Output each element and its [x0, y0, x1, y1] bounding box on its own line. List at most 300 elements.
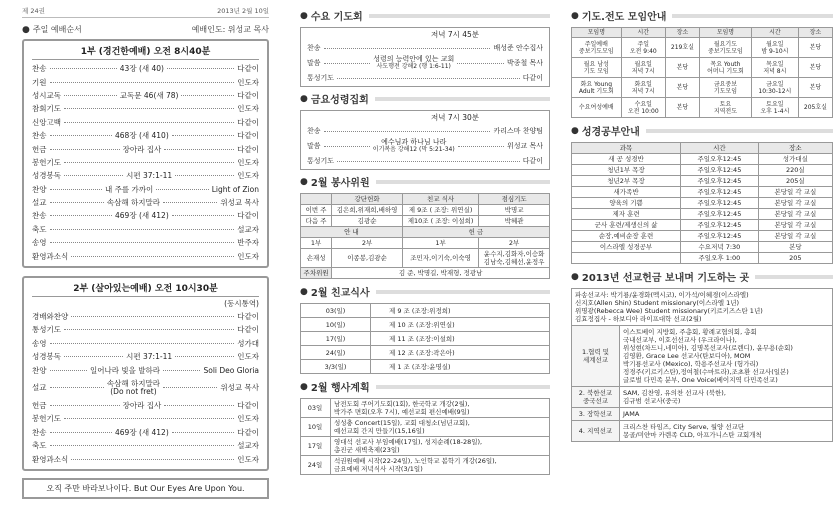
leader-dots	[50, 135, 113, 136]
order-item: 통성기도	[32, 325, 61, 335]
missions-table	[571, 288, 833, 442]
table-cell: 수요저녁 7:30	[681, 242, 759, 253]
table-cell: 본당일 각 교실	[758, 198, 832, 209]
table-cell: 10일	[301, 418, 331, 437]
table-row	[572, 143, 833, 154]
table-cell: 본당일 각 교실	[758, 187, 832, 198]
table-row	[572, 326, 833, 387]
bullet-icon: ●	[300, 176, 308, 187]
order-leader: 배성준 안수집사	[493, 44, 543, 52]
table-cell: 주일오후 1:00	[681, 253, 759, 264]
study-title: 성경공부안내	[581, 127, 640, 138]
order-leader: 다같이	[237, 312, 259, 322]
leader-dots	[64, 108, 234, 109]
order-item: 송영	[32, 338, 47, 348]
table-cell: 220실	[758, 165, 832, 176]
table-cell: 본당	[665, 78, 699, 98]
table-cell: 토요일 오후 1-4시	[751, 98, 798, 118]
table-cell: 월요 남성 기도 모임	[572, 58, 622, 78]
table-cell: 성가대실	[758, 154, 832, 165]
order-item: 찬송	[307, 44, 321, 52]
table-row	[301, 346, 550, 360]
fri-box	[300, 110, 550, 170]
leader-dots	[71, 256, 234, 257]
order-content: 내 주를 가까이	[104, 184, 154, 194]
table-header: 친교 식사	[402, 194, 478, 205]
table-header: 헌 금	[402, 227, 549, 238]
leader-dots	[175, 175, 234, 176]
right-column	[563, 0, 833, 507]
table-header: 장소	[665, 28, 699, 38]
missions-title: 2013년 선교헌금 보내며 기도하는 곳	[581, 273, 750, 284]
fellow-heading	[300, 284, 550, 299]
table-cell: 제 9조 ( 조장: 위연실)	[402, 205, 478, 216]
order-leader: 다같이	[237, 211, 259, 221]
missions-heading	[571, 269, 833, 284]
leader-dots	[64, 356, 123, 357]
order-item: 성시교독	[32, 90, 61, 100]
serve-heading	[300, 174, 550, 189]
leader-dots	[457, 63, 504, 64]
table-cell: 금요중보 기도모임	[699, 78, 751, 98]
order-content: 469장 (새 412)	[115, 211, 169, 221]
order-item: 헌금	[32, 144, 47, 154]
order-leader: Soli Deo Gloria	[203, 365, 259, 375]
table-row	[301, 249, 550, 268]
order-row	[32, 62, 259, 75]
order-content: 시편 37:1-11	[126, 352, 173, 362]
table-cell: 제 11 조 (조장:이설희)	[371, 332, 550, 346]
table-row	[572, 220, 833, 231]
bullet-icon: ●	[571, 125, 579, 136]
table-cell: 2부	[479, 238, 550, 249]
order-leader: 위성교 목사	[220, 198, 259, 208]
table-header: 장소	[758, 143, 832, 154]
order-row	[32, 452, 259, 465]
order-item: 통성기도	[307, 157, 335, 165]
table-row	[572, 387, 833, 408]
order-row	[307, 155, 543, 167]
order-leader: 위성교 목사	[220, 383, 259, 393]
service1-rows	[32, 62, 259, 263]
order-row	[32, 102, 259, 115]
table-cell: 월요일 저녁 7시	[621, 58, 665, 78]
table-row	[301, 194, 550, 205]
events-table	[300, 398, 550, 475]
bullet-icon: ●	[300, 93, 308, 104]
order-leader: 반주자	[237, 238, 259, 248]
order-item: 찬송	[32, 64, 47, 74]
order-row	[32, 116, 259, 129]
order-content: 교독문 46(새 78)	[119, 90, 179, 100]
table-row	[572, 187, 833, 198]
events-heading	[300, 379, 550, 394]
table-cell: 다음 주	[301, 216, 332, 227]
order-item: 찬송	[32, 427, 47, 437]
leader-dots	[164, 405, 234, 406]
order-row	[32, 249, 259, 262]
table-cell: 본당일 각 교실	[758, 220, 832, 231]
leader-dots	[50, 370, 88, 371]
service1-box	[22, 39, 269, 268]
scripture-ref: 이기복음 강해12 (막 5:21-34)	[372, 146, 455, 153]
table-cell: 10(일)	[301, 318, 371, 332]
table-cell: 손재성	[301, 249, 332, 268]
table-cell: 주일오후12:45	[681, 154, 759, 165]
order-row	[32, 337, 259, 350]
table-row	[572, 176, 833, 187]
table-row	[301, 304, 550, 318]
table-cell: 월요기도 중보기도모임	[699, 38, 751, 58]
table-row	[572, 154, 833, 165]
divider	[375, 97, 550, 101]
table-row	[301, 227, 550, 238]
order-leader: 성가대	[237, 338, 259, 348]
footer-motto: 오직 주만 바라보나이다. But Our Eyes Are Upon You.	[22, 478, 269, 499]
table-cell: 화요 Young Adult 기도회	[572, 78, 622, 98]
serve-table	[300, 193, 550, 279]
order-item: 설교	[32, 383, 47, 393]
table-header: 장소	[798, 28, 832, 38]
order-leader: 다같이	[522, 157, 543, 165]
order-row	[32, 89, 259, 102]
leader-dots	[458, 146, 504, 147]
order-item: 찬송	[307, 127, 321, 135]
table-cell: 이번 주	[301, 205, 332, 216]
table-row	[301, 360, 550, 374]
table-cell: 새가족반	[572, 187, 681, 198]
table-header	[301, 194, 332, 205]
leader-dots	[50, 229, 235, 230]
table-cell: 김광순	[332, 216, 403, 227]
table-cell: 주일오후12:45	[681, 220, 759, 231]
table-cell: 수요일 오전 10:00	[621, 98, 665, 118]
order-leader: 다같이	[237, 64, 260, 74]
wed-title: 수요 기도회	[310, 12, 363, 23]
order-row	[32, 236, 259, 249]
order-row	[307, 72, 543, 84]
divider	[376, 385, 550, 389]
worship-heading	[22, 24, 269, 35]
table-cell: 남전도회 쿠어기도회(1회), 한국학교 개강(2월), 박가주 면회(오후 7시), 예선교회 편신예배(9일)	[331, 399, 550, 418]
fellow-title: 2월 친교식사	[310, 288, 370, 299]
leader-dots	[175, 356, 234, 357]
order-row	[32, 377, 259, 399]
service2-title: 2부 (살아있는예배) 오전 10시30분	[32, 281, 259, 297]
order-row	[32, 169, 259, 182]
table-cell: 월요일 밤 9-10시	[751, 38, 798, 58]
table-row	[301, 437, 550, 456]
order-item: 축도	[32, 441, 47, 451]
study-table	[571, 142, 833, 264]
leader-dots	[337, 78, 520, 79]
order-row	[32, 223, 259, 236]
leader-dots	[324, 146, 370, 147]
divider	[369, 14, 550, 18]
table-cell: 주일오후12:45	[681, 187, 759, 198]
order-item: 신앙고백	[32, 117, 61, 127]
bullet-icon: ●	[300, 10, 308, 21]
table-cell: 제 10 조 (조장:위연실)	[371, 318, 550, 332]
order-content: 장아라 집사	[122, 401, 162, 410]
table-cell: 3/3(일)	[301, 360, 371, 374]
table-cell: 본당	[665, 98, 699, 118]
table-cell: 윤수지,김화자,이승화 김남숙,김혜선,윤정우	[479, 249, 550, 268]
table-cell: 조민자,이기숙,이숙영	[402, 249, 478, 268]
table-cell: 화요일 저녁 7시	[621, 78, 665, 98]
table-cell: 24(일)	[301, 346, 371, 360]
service2-box	[22, 276, 269, 471]
order-row	[32, 350, 259, 363]
table-cell: 제 1 조 (조장:윤명실)	[371, 360, 550, 374]
order-leader: 인도자	[237, 454, 259, 464]
groups-table	[571, 27, 833, 118]
leader-dots	[50, 387, 104, 388]
study-heading	[571, 123, 833, 138]
table-row	[572, 421, 833, 442]
order-leader: Light of Zion	[211, 184, 259, 194]
table-cell: 이스트베이 지방회, 주총회, 황례교협의회, 총회 국내선교부, 이호선선교사 (우크라이나), 위성현(차드니,네미아), 김명복선교사(로렌디), 윤무용(순회) 김영환, Grace Lee 선교사(탄보디아), MOM 박기룡선교사 (Mexico), 학용주선교사 (헝가리) 정경주(키르키스탄),정여철(수마트라),조초환 선교사(일본) 글로벌 다민족 분부, One Voice(베이지역 다민족선교)	[620, 326, 833, 387]
wed-heading	[300, 8, 550, 23]
order-leader: 인도자	[237, 157, 259, 167]
order-row	[32, 439, 259, 452]
table-cell: 파송선교사: 박기룡/윤경화(멕시코), 이가석/이혜경(이스라엘) 신지호(Allen Shin) Student missionary(이스라엘 1년) 위명광(Rebecca Wee) Student missionary(키르키즈스탄 1년) 김효정집사 - 하보디아 라이프대학 선교(2월)	[572, 289, 833, 326]
order-item: 봉헌기도	[32, 157, 61, 167]
order-leader: 다같이	[237, 90, 260, 100]
table-cell: 205	[758, 253, 832, 264]
table-row	[572, 209, 833, 220]
table-row	[572, 165, 833, 176]
table-cell: 본당일 각 교실	[758, 209, 832, 220]
table-header: 주차위원	[301, 268, 332, 279]
table-cell: 주일오후12:45	[681, 198, 759, 209]
table-cell: JAMA	[620, 408, 833, 421]
order-item: 환영과소식	[32, 251, 69, 261]
order-content: 43장 (새 40)	[119, 64, 164, 74]
order-item: 참회기도	[32, 104, 61, 114]
order-row	[307, 125, 543, 137]
date-label: 2013년 2월 10일	[217, 7, 269, 15]
table-cell: 김은희,위재희,배하영	[332, 205, 403, 216]
order-row	[32, 75, 259, 88]
table-cell: 1부	[301, 238, 332, 249]
service2-rows	[32, 310, 259, 466]
order-content: 속삼해 하지말라 (Do not fret)	[106, 378, 160, 396]
table-row	[301, 418, 550, 437]
table-cell: 제10조 ( 조장: 이설희)	[402, 216, 478, 227]
table-cell: 205호실	[798, 98, 832, 118]
table-cell: 03(일)	[301, 304, 371, 318]
leader-dots	[172, 135, 235, 136]
volume-label: 제 24권	[22, 7, 45, 15]
worship-title: 주일 예배순서	[32, 25, 82, 34]
order-leader: 다같이	[237, 427, 259, 437]
order-leader: 박종철 목사	[506, 59, 544, 67]
table-cell: SAM, 김찬영, 유의찬 선교사 (북한), 김규범 선교사(중국)	[620, 387, 833, 408]
order-leader: 다같이	[237, 401, 260, 410]
order-content: 시편 37:1-11	[126, 171, 173, 181]
wed-time: 저녁 7시 45분	[430, 30, 480, 39]
table-cell: 주일오후12:45	[681, 176, 759, 187]
events-title: 2월 행사계획	[310, 383, 370, 394]
leader-dots	[50, 432, 113, 433]
leader-dots	[164, 149, 234, 150]
table-row	[301, 332, 550, 346]
fri-time: 저녁 7시 30분	[430, 113, 480, 122]
bullet-icon: ●	[300, 381, 308, 392]
table-cell: 24일	[301, 456, 331, 475]
table-row	[572, 408, 833, 421]
table-cell: 주일오후12:45	[681, 231, 759, 242]
order-leader: 다같이	[237, 144, 260, 154]
leader-dots	[71, 316, 234, 317]
order-row	[307, 54, 543, 72]
table-cell: 성성충 Concert(15일), 교회 대청소(넘년교회), 예선교회 간지 만들기(15,16일)	[331, 418, 550, 437]
order-item: 통성기도	[307, 74, 335, 82]
order-content: 468장 (새 410)	[115, 131, 169, 141]
table-cell: 토요 지역전도	[699, 98, 751, 118]
table-header: 점심기도	[479, 194, 550, 205]
table-row	[572, 78, 833, 98]
order-row	[32, 156, 259, 169]
leader-dots	[167, 68, 234, 69]
order-leader: 인도자	[237, 77, 259, 87]
table-cell: 1부	[402, 238, 478, 249]
bullet-icon: ●	[300, 286, 308, 297]
table-row	[572, 242, 833, 253]
message-title: 성령의 능력안에 있는 교회	[373, 55, 455, 63]
table-cell: 03일	[301, 399, 331, 418]
scripture-ref: 사도행전 강해2 (행 1:6-11)	[376, 63, 451, 70]
table-cell: 제 9 조 (조장:위정희)	[371, 304, 550, 318]
serve-title: 2월 봉사위원	[310, 178, 370, 189]
table-cell: 주일예배 중보기도모임	[572, 38, 622, 58]
order-leader: 위성교 목사	[506, 142, 543, 150]
table-cell: 영대석 선교사 부임예배(17일), 성지순례(18-28일), 총진군 새벽축제(23일)	[331, 437, 550, 456]
fellow-table	[300, 303, 550, 374]
leader-dots	[64, 162, 234, 163]
table-header: 시간	[681, 143, 759, 154]
table-row	[572, 38, 833, 58]
wed-rows	[307, 42, 543, 84]
order-leader: 인도자	[237, 104, 259, 114]
order-item: 성경봉독	[32, 352, 61, 362]
worship-leader: 예배인도: 위성교 목사	[191, 25, 269, 34]
leader-dots	[50, 68, 117, 69]
order-leader: 다같이	[237, 325, 259, 335]
fri-heading	[300, 91, 550, 106]
table-cell: 205실	[758, 176, 832, 187]
order-item: 찬양	[32, 184, 47, 194]
order-leader: 설교자	[237, 441, 259, 451]
order-content	[373, 138, 455, 154]
table-cell: 본당	[798, 78, 832, 98]
table-cell: 수요여성예배	[572, 98, 622, 118]
order-content	[373, 55, 454, 71]
table-cell: 주일오후12:45	[681, 209, 759, 220]
leader-dots	[50, 82, 235, 83]
table-header: 과목	[572, 143, 681, 154]
table-cell: 본당	[798, 38, 832, 58]
order-content: 장아라 집사	[122, 144, 162, 154]
leader-dots	[50, 343, 235, 344]
table-cell: 양육의 기쁨	[572, 198, 681, 209]
order-item: 말씀	[307, 142, 321, 150]
wed-box	[300, 27, 550, 87]
order-leader: 설교자	[237, 224, 259, 234]
order-row	[32, 426, 259, 439]
table-cell: 목요일 저녁 8시	[751, 58, 798, 78]
order-row	[32, 196, 259, 209]
groups-title: 기도.전도 모임안내	[581, 12, 667, 23]
order-item: 환영과소식	[32, 454, 69, 464]
order-leader: 인도자	[237, 414, 259, 424]
table-row	[301, 238, 550, 249]
leader-dots	[64, 122, 234, 123]
order-leader: 인도자	[237, 251, 259, 261]
order-row	[32, 142, 259, 155]
table-cell: 제자 훈련	[572, 209, 681, 220]
leader-dots	[163, 387, 217, 388]
fri-rows	[307, 125, 543, 167]
order-content: 일어나라 빛을 발하라	[90, 365, 160, 375]
table-cell	[572, 253, 681, 264]
leader-dots	[172, 432, 235, 433]
leader-dots	[50, 189, 102, 190]
order-content: 469장 (새 412)	[115, 427, 169, 437]
order-row	[32, 363, 259, 376]
order-item: 말씀	[307, 59, 321, 67]
message-title: 예수님과 하나님 나라	[381, 138, 447, 146]
order-row	[32, 129, 259, 142]
leader-dots	[71, 459, 234, 460]
table-header: 모임명	[572, 28, 622, 38]
order-item: 헌금	[32, 401, 47, 410]
order-row	[32, 399, 259, 412]
leader-dots	[324, 131, 491, 132]
table-row	[572, 231, 833, 242]
table-cell: 17일	[301, 437, 331, 456]
table-cell: 17(일)	[301, 332, 371, 346]
table-row	[301, 318, 550, 332]
leader-dots	[50, 149, 120, 150]
table-header: 강단헌화	[332, 194, 403, 205]
table-cell: 주일오후12:45	[681, 165, 759, 176]
table-row	[301, 399, 550, 418]
table-cell: 청년1부 목장	[572, 165, 681, 176]
order-leader: 다같이	[237, 117, 259, 127]
table-row	[572, 58, 833, 78]
leader-dots	[50, 215, 113, 216]
leader-dots	[50, 445, 235, 446]
order-item: 찬양	[32, 365, 47, 375]
order-leader: 인도자	[237, 352, 260, 362]
order-row	[32, 310, 259, 323]
table-cell: 본당	[798, 58, 832, 78]
table-cell: 이스라엘 성경공부	[572, 242, 681, 253]
order-leader: 다같이	[522, 74, 543, 82]
order-row	[32, 209, 259, 222]
order-row	[307, 137, 543, 155]
table-cell: 순장,예비순장 훈련	[572, 231, 681, 242]
order-item: 축도	[32, 224, 47, 234]
order-content: 속삼해 하지말라	[106, 198, 160, 208]
table-cell: 주일 오전 9:40	[621, 38, 665, 58]
order-item: 성경봉독	[32, 171, 61, 181]
leader-dots	[172, 215, 235, 216]
order-item: 기원	[32, 77, 47, 87]
table-header: 시간	[621, 28, 665, 38]
